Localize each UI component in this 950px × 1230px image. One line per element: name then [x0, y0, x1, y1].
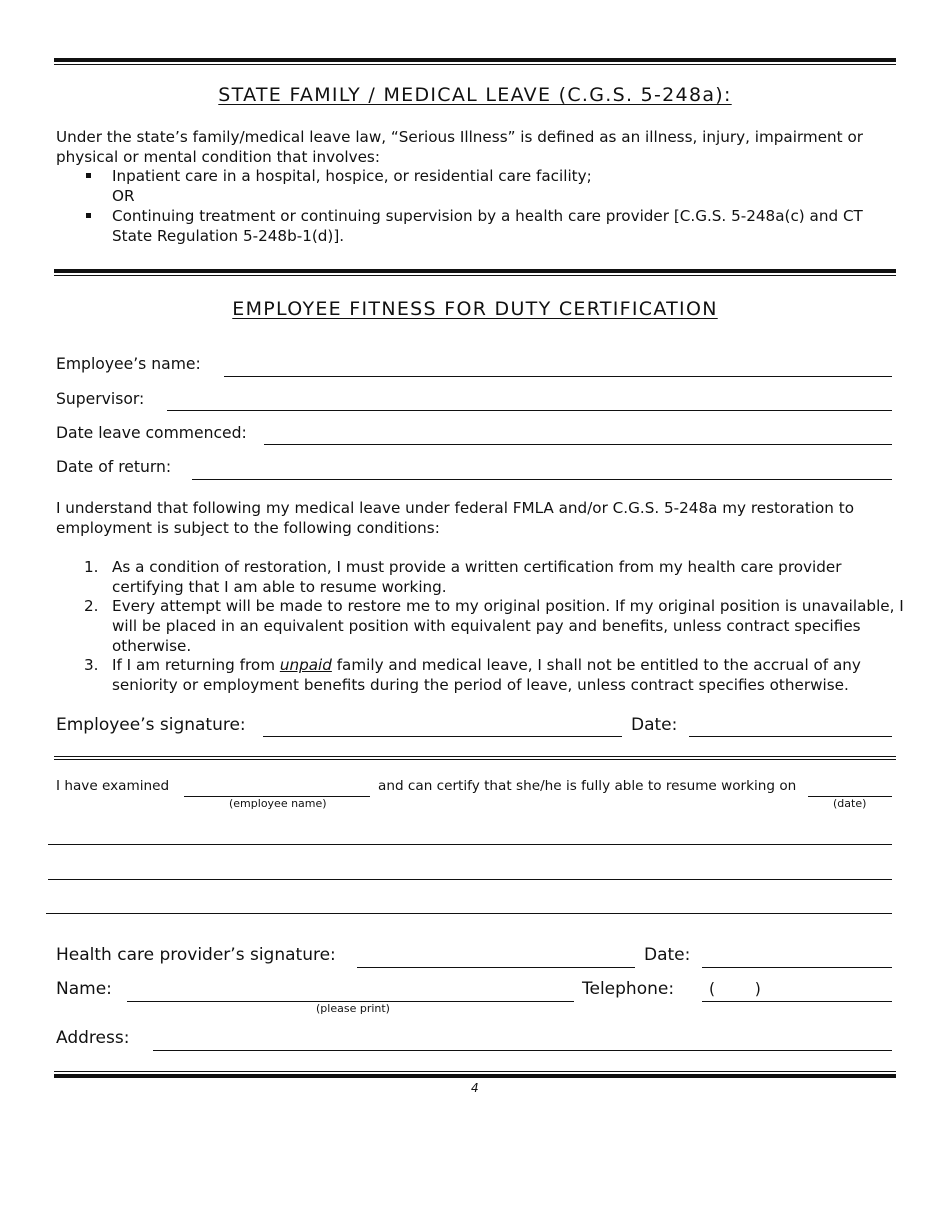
top-rule-thin	[54, 64, 896, 65]
condition-1-line2: certifying that I am able to resume working.	[112, 578, 447, 596]
employee-name-caption: (employee name)	[229, 797, 327, 810]
condition-3-line2: seniority or employment benefits during the period of leave, unless contract specifies otherwise.	[112, 676, 849, 694]
top-rule-thick	[54, 58, 896, 62]
provider-date-field[interactable]	[702, 967, 892, 968]
date-return-field[interactable]	[192, 479, 892, 480]
supervisor-label: Supervisor:	[56, 390, 145, 408]
date-caption: (date)	[833, 797, 867, 810]
bullet-icon	[86, 213, 91, 218]
condition-2-line1: Every attempt will be made to restore me to my original position. If my original position is unavailable, I	[112, 597, 904, 615]
condition-3-pre: If I am returning from	[112, 656, 280, 674]
provider-signature-field[interactable]	[357, 967, 635, 968]
section2-title: EMPLOYEE FITNESS FOR DUTY CERTIFICATION	[232, 298, 718, 320]
condition-3-emphasis: unpaid	[279, 656, 332, 674]
bullet1-text: Inpatient care in a hospital, hospice, or residential care facility;	[112, 167, 592, 185]
employee-name-label: Employee’s name:	[56, 355, 201, 373]
employee-signature-label: Employee’s signature:	[56, 715, 246, 735]
understand-line1: I understand that following my medical leave under federal FMLA and/or C.G.S. 5-248a my restoration to	[56, 499, 855, 517]
condition-3-post: family and medical leave, I shall not be entitled to the accrual of any	[331, 656, 861, 674]
condition-2-number: 2.	[84, 597, 99, 615]
page-number: 4	[471, 1081, 479, 1095]
understand-line2: employment is subject to the following conditions:	[56, 519, 440, 537]
bullet-icon	[86, 173, 91, 178]
employee-date-label: Date:	[631, 715, 678, 735]
section1-intro-line1: Under the state’s family/medical leave law, “Serious Illness” is defined as an illness, injury, impairment or	[56, 128, 863, 146]
supervisor-field[interactable]	[167, 410, 892, 411]
condition-2-line3: otherwise.	[112, 637, 192, 655]
mid-rule-thick	[54, 269, 896, 273]
date-return-label: Date of return:	[56, 458, 172, 476]
condition-1-number: 1.	[84, 558, 99, 576]
comment-line-2[interactable]	[48, 879, 892, 880]
condition-3-number: 3.	[84, 656, 99, 674]
or-text: OR	[112, 187, 135, 205]
separator-rule-2	[54, 759, 896, 760]
comment-line-3[interactable]	[46, 913, 892, 914]
name-label: Name:	[56, 979, 112, 999]
date-leave-field[interactable]	[264, 444, 892, 445]
bottom-rule-thin	[54, 1071, 896, 1072]
examined-pre-text: I have examined	[56, 778, 170, 794]
mid-rule-thin	[54, 275, 896, 276]
separator-rule-1	[54, 756, 896, 757]
please-print-caption: (please print)	[316, 1002, 390, 1015]
section1-intro-line2: physical or mental condition that involves:	[56, 148, 380, 166]
bullet2-line2: State Regulation 5-248b-1(d)].	[112, 227, 345, 245]
telephone-value: ( )	[709, 980, 761, 998]
examined-post-text: and can certify that she/he is fully able to resume working on	[378, 778, 797, 794]
address-label: Address:	[56, 1028, 130, 1048]
telephone-label: Telephone:	[582, 979, 675, 999]
employee-signature-field[interactable]	[263, 736, 622, 737]
provider-date-label: Date:	[644, 945, 691, 965]
date-leave-label: Date leave commenced:	[56, 424, 247, 442]
employee-date-field[interactable]	[689, 736, 892, 737]
provider-signature-label: Health care provider’s signature:	[56, 945, 336, 965]
condition-3-line1	[112, 655, 861, 675]
telephone-field[interactable]	[702, 1001, 892, 1002]
employee-name-field[interactable]	[224, 376, 892, 377]
comment-line-1[interactable]	[48, 844, 892, 845]
condition-1-line1: As a condition of restoration, I must provide a written certification from my health care provider	[112, 558, 842, 576]
condition-2-line2: will be placed in an equivalent position with equivalent pay and benefits, unless contract specifies	[112, 617, 861, 635]
address-field[interactable]	[153, 1050, 892, 1051]
bottom-rule-thick	[54, 1074, 896, 1078]
section1-title: STATE FAMILY / MEDICAL LEAVE (C.G.S. 5-248a):	[218, 84, 732, 106]
bullet2-line1: Continuing treatment or continuing supervision by a health care provider [C.G.S. 5-248a(c) and CT	[112, 207, 863, 225]
